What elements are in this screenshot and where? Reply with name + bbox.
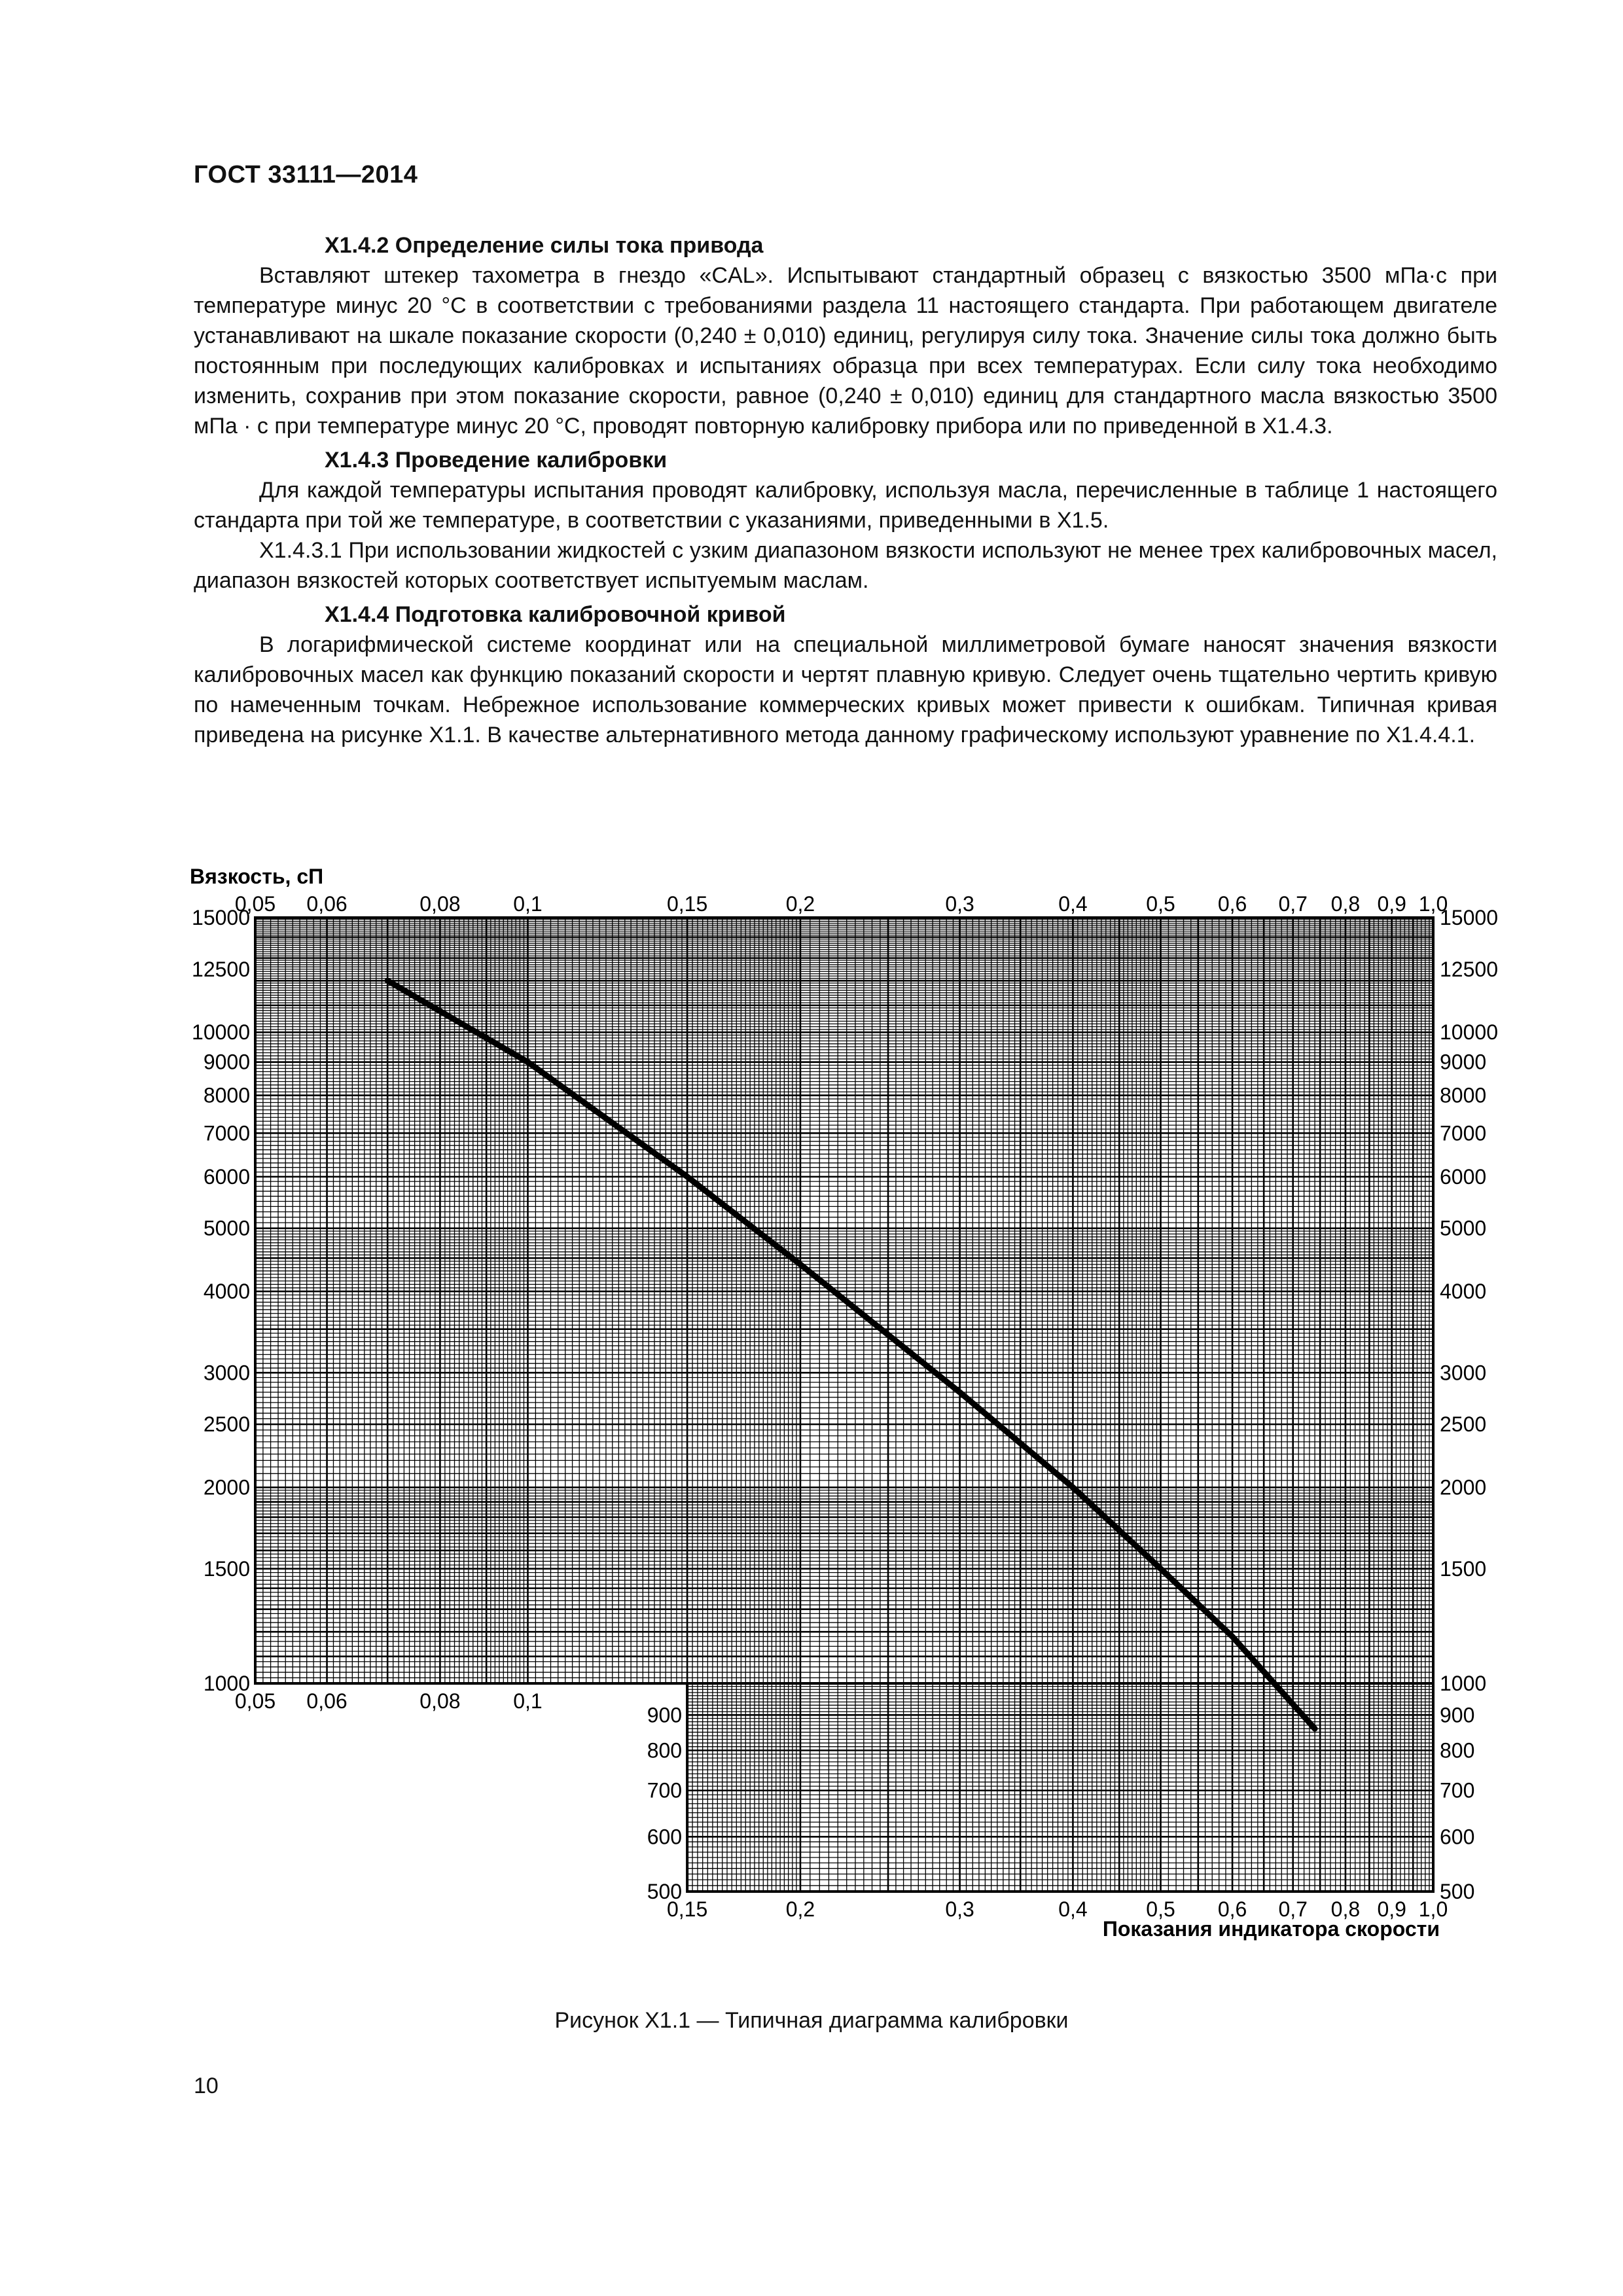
x-tick-label-bottom: 0,7 (1278, 1897, 1308, 1921)
y-tick-label-right: 600 (1440, 1825, 1475, 1849)
x-tick-label-bottom: 0,4 (1058, 1897, 1088, 1921)
x-tick-label-top: 0,6 (1217, 892, 1247, 916)
section-heading: X1.4.3 Проведение калибровки (325, 448, 668, 473)
x-tick-label-bottom: 0,2 (785, 1897, 815, 1921)
figure-caption: Рисунок X1.1 — Типичная диаграмма калибровки (554, 2008, 1069, 2033)
doc-number: ГОСТ 33111—2014 (194, 161, 418, 188)
y-tick-label-left: 5000 (203, 1216, 250, 1240)
y-tick-label-left: 3000 (203, 1361, 250, 1385)
page-number: 10 (194, 2073, 219, 2098)
y-tick-label-right: 15000 (1440, 906, 1498, 929)
x-tick-label-mid: 0,1 (513, 1689, 543, 1713)
x-tick-label-top: 0,4 (1058, 892, 1088, 916)
x-axis-label: Показания индикатора скорости (1102, 1917, 1440, 1941)
y-tick-label-right: 1000 (1440, 1672, 1487, 1695)
y-tick-label-right: 700 (1440, 1778, 1475, 1803)
x-tick-label-bottom: 0,6 (1217, 1897, 1247, 1921)
y-tick-label-left: 1500 (203, 1556, 250, 1581)
y-tick-label-left: 9000 (203, 1050, 250, 1074)
y-tick-label-right: 4000 (1440, 1280, 1487, 1304)
y-axis-label: Вязкость, сП (190, 865, 324, 888)
paragraph: Вставляют штекер тахометра в гнездо «CAL». Испытывают стандартный образец с вязкостью 3500 мПа·с при температуре минус 20 °С в соответствии с требованиями раздела 11 настоящего стандарта. При работающем двигателе устанавливают на шкале показание скорости (0,240 ± 0,010) единиц, регулируя силу тока. Значение силы тока должно быть постоянным при последующих калибровках и испытаниях образца при всех температурах. Если силу тока необходимо изменить, сохранив при этом показание скорости, равное (0,240 ± 0,010) единиц для стандартного масла вязкостью 3500 мПа · с при температуре минус 20 °С, проводят повторную калибровку прибора или по приведенной в X1.4.3. (194, 263, 1497, 439)
y-tick-label-right: 9000 (1440, 1050, 1487, 1074)
y-tick-label-right: 12500 (1440, 957, 1498, 981)
y-tick-label-right: 8000 (1440, 1083, 1487, 1107)
x-tick-label-top: 1,0 (1418, 892, 1448, 916)
y-tick-label-left: 6000 (203, 1164, 250, 1189)
y-tick-label-left: 12500 (192, 957, 250, 981)
x-tick-label-top: 0,08 (419, 892, 461, 916)
y-tick-label-left: 15000 (192, 906, 250, 929)
y-tick-label-left: 10000 (192, 1020, 250, 1045)
x-tick-label-bottom: 0,3 (945, 1897, 974, 1921)
y-tick-label-left: 8000 (203, 1083, 250, 1107)
x-tick-label-top: 0,15 (666, 892, 708, 916)
y-tick-label-right: 10000 (1440, 1020, 1498, 1045)
x-tick-label-top: 0,3 (945, 892, 974, 916)
x-tick-label-top: 0,7 (1278, 892, 1308, 916)
y-tick-label-right: 1500 (1440, 1556, 1487, 1581)
y-tick-label-right: 800 (1440, 1738, 1475, 1763)
chart-grid (255, 918, 1433, 1892)
y-tick-label-left: 800 (647, 1738, 683, 1763)
x-tick-label-top: 0,8 (1330, 892, 1361, 916)
x-tick-label-bottom: 0,5 (1146, 1897, 1175, 1921)
section-heading: X1.4.4 Подготовка калибровочной кривой (325, 602, 786, 627)
y-tick-label-left: 2000 (203, 1475, 250, 1499)
x-tick-label-bottom: 1,0 (1418, 1897, 1448, 1921)
x-tick-label-top: 0,5 (1146, 892, 1175, 916)
y-tick-label-right: 6000 (1440, 1164, 1487, 1189)
x-tick-label-bottom: 0,8 (1330, 1897, 1361, 1921)
x-tick-label-top: 0,1 (513, 892, 543, 916)
paragraph: Для каждой температуры испытания проводят калибровку, используя масла, перечисленные в таблице 1 настоящего стандарта при той же температуре, в соответствии с указаниями, приведенными в X1.5. (194, 478, 1497, 533)
paragraph: В логарифмической системе координат или на специальной миллиметровой бумаге наносят значения вязкости калибровочных масел как функцию показаний скорости и чертят плавную кривую. Следует очень тщательно чертить кривую по намеченным точкам. Небрежное использование коммерческих кривых может привести к ошибкам. Типичная кривая приведена на рисунке X1.1. В качестве альтернативного метода данному графическому используют уравнение по X1.4.4.1. (194, 632, 1497, 747)
y-tick-label-right: 2000 (1440, 1475, 1487, 1499)
x-tick-label-top: 0,05 (234, 892, 276, 916)
y-tick-label-left: 500 (647, 1880, 683, 1903)
x-tick-label-mid: 0,06 (306, 1689, 348, 1713)
y-tick-label-left: 1000 (203, 1672, 250, 1695)
x-tick-label-bottom: 0,15 (666, 1897, 708, 1921)
y-tick-label-right: 3000 (1440, 1361, 1487, 1385)
paragraph: X1.4.3.1 При использовании жидкостей с узким диапазоном вязкости используют не менее трех калибровочных масел, диапазон вязкостей которых соответствует испытуемым маслам. (194, 538, 1497, 593)
x-tick-label-mid: 0,05 (234, 1689, 276, 1713)
section-heading: X1.4.2 Определение силы тока привода (325, 233, 764, 258)
x-tick-label-mid: 0,08 (419, 1689, 461, 1713)
y-tick-label-left: 600 (647, 1825, 683, 1849)
y-tick-label-right: 2500 (1440, 1412, 1487, 1437)
y-tick-label-right: 900 (1440, 1703, 1475, 1727)
chart-frame (255, 918, 1433, 1892)
y-tick-label-right: 5000 (1440, 1216, 1487, 1240)
y-tick-label-left: 4000 (203, 1280, 250, 1304)
x-tick-label-top: 0,9 (1377, 892, 1406, 916)
y-tick-label-left: 700 (647, 1778, 683, 1803)
y-tick-label-right: 7000 (1440, 1121, 1487, 1145)
y-tick-label-right: 500 (1440, 1880, 1475, 1903)
y-tick-label-left: 2500 (203, 1412, 250, 1437)
x-tick-label-top: 0,06 (306, 892, 348, 916)
x-tick-label-top: 0,2 (785, 892, 815, 916)
y-tick-label-left: 7000 (203, 1121, 250, 1145)
y-tick-label-left: 900 (647, 1703, 683, 1727)
x-tick-label-bottom: 0,9 (1377, 1897, 1406, 1921)
